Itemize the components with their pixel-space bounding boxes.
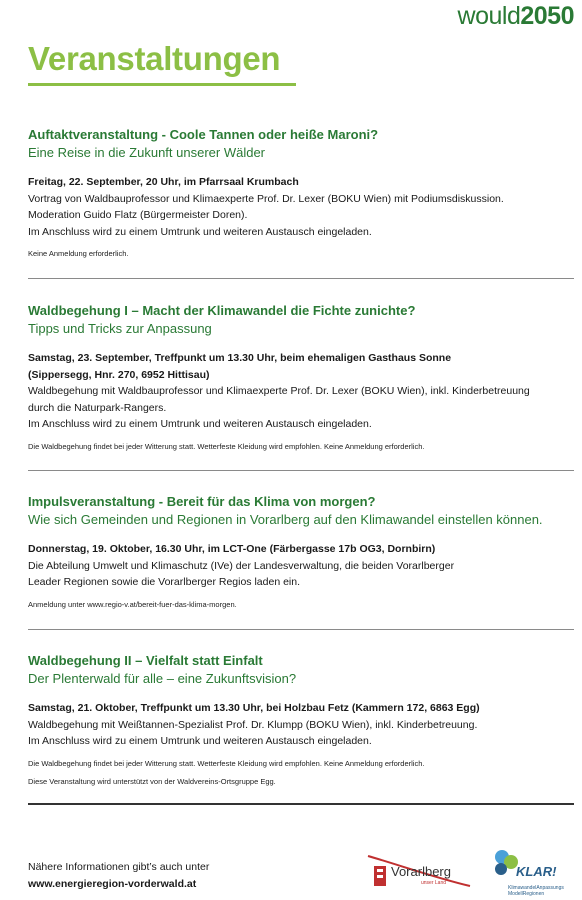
event-description-line: durch die Naturpark-Rangers. [28, 401, 167, 414]
event-description-line: Im Anschluss wird zu einem Umtrunk und weiteren Austausch eingeladen. [28, 418, 372, 430]
event-description-line: Im Anschluss wird zu einem Umtrunk und weiteren Austausch eingeladen. [28, 225, 372, 238]
event-subtitle: Der Plenterwald für alle – eine Zukunftsvision? [28, 671, 297, 686]
footer-divider [28, 803, 574, 805]
title-underline [28, 83, 296, 86]
event-note: Keine Anmeldung erforderlich. [28, 249, 129, 258]
event-description-line: Waldbegehung mit Weißtannen-Spezialist Prof. Dr. Klumpp (BOKU Wien), inkl. Kinderbetreuung. [28, 718, 478, 731]
vorarlberg-tagline: unser Land [421, 880, 447, 886]
footer-info-text: Nähere Informationen gibt’s auch unter [28, 861, 210, 873]
event-date-location: Freitag, 22. September, 20 Uhr, im Pfarrsaal Krumbach [28, 176, 299, 188]
event-waldbegehung-1 [28, 302, 576, 453]
klar-logo [492, 848, 580, 898]
vorarlberg-logo [366, 850, 476, 892]
section-divider [28, 629, 574, 630]
section-divider [28, 470, 574, 471]
event-title: Auftaktveranstaltung - Coole Tannen oder heiße Maroni? [28, 127, 379, 142]
event-date-location: Samstag, 23. September, Treffpunkt um 13.30 Uhr, beim ehemaligen Gasthaus Sonne [28, 352, 452, 364]
event-title: Impulsveranstaltung - Bereit für das Klima von morgen? [28, 494, 376, 509]
footer-info [28, 859, 209, 893]
section-divider [28, 278, 574, 279]
event-note: Die Waldbegehung findet bei jeder Witterung statt. Wetterfeste Kleidung wird empfohlen. Keine Anmeldung erforderlich. [28, 758, 425, 768]
event-description-line: Die Abteilung Umwelt und Klimaschutz (IVe) der Landesverwaltung, die beiden Vorarlberger [28, 559, 455, 572]
event-title: Waldbegehung II – Vielfalt statt Einfalt [28, 653, 263, 668]
klar-name: KLAR! [516, 864, 557, 879]
event-date-location: Samstag, 21. Oktober, Treffpunkt um 13.30 Uhr, bei Holzbau Fetz (Kammern 172, 6863 Egg) [28, 702, 480, 714]
event-subtitle: Wie sich Gemeinden und Regionen in Vorarlberg auf den Klimawandel einstellen können. [28, 512, 543, 527]
would2050-logo [458, 2, 574, 31]
klar-tagline-line: ModellRegionen [508, 891, 545, 897]
event-subtitle: Eine Reise in die Zukunft unserer Wälder [28, 145, 266, 160]
event-note: Anmeldung unter www.regio-v.at/bereit-fuer-das-klima-morgen. [28, 599, 237, 609]
event-description-line: Waldbegehung mit Waldbauprofessor und Klimaexperte Prof. Dr. Lexer (BOKU Wien), inkl. Kinderbetreuung [28, 385, 530, 397]
event-description-line: Moderation Guido Flatz (Bürgermeister Doren). [28, 209, 248, 221]
event-waldbegehung-2 [28, 652, 576, 788]
event-title: Waldbegehung I – Macht der Klimawandel die Fichte zunichte? [28, 303, 416, 318]
event-subtitle: Tipps und Tricks zur Anpassung [28, 321, 212, 336]
event-note: Diese Veranstaltung wird unterstützt von der Waldvereins-Ortsgruppe Egg. [28, 776, 276, 786]
event-note: Die Waldbegehung findet bei jeder Witterung statt. Wetterfeste Kleidung wird empfohlen. Keine Anmeldung erforderlich. [28, 441, 425, 451]
event-auftakt [28, 126, 576, 260]
logo-prefix: would [457, 2, 521, 30]
logo-suffix: 2050 [520, 2, 574, 30]
event-date-location: Donnerstag, 19. Oktober, 16.30 Uhr, im LCT-One (Färbergasse 17b OG3, Dornbirn) [28, 543, 436, 555]
klar-tagline [508, 885, 564, 897]
klar-tagline-line: KlimawandelAnpassungs [508, 885, 564, 891]
event-impuls [28, 493, 576, 611]
vorarlberg-name: Vorarlberg [391, 864, 451, 879]
event-description-line: Im Anschluss wird zu einem Umtrunk und weiteren Austausch eingeladen. [28, 735, 372, 747]
event-description-line: Vortrag von Waldbauprofessor und Klimaexperte Prof. Dr. Lexer (BOKU Wien) mit Podiumsdiskussion. [28, 192, 504, 205]
footer-website-link[interactable]: www.energieregion-vorderwald.at [28, 878, 197, 890]
event-description-line: Leader Regionen sowie die Vorarlberger Regios laden ein. [28, 576, 301, 588]
page-title: Veranstaltungen [28, 40, 281, 77]
event-date-location: (Sippersegg, Hnr. 270, 6952 Hittisau) [28, 368, 210, 381]
